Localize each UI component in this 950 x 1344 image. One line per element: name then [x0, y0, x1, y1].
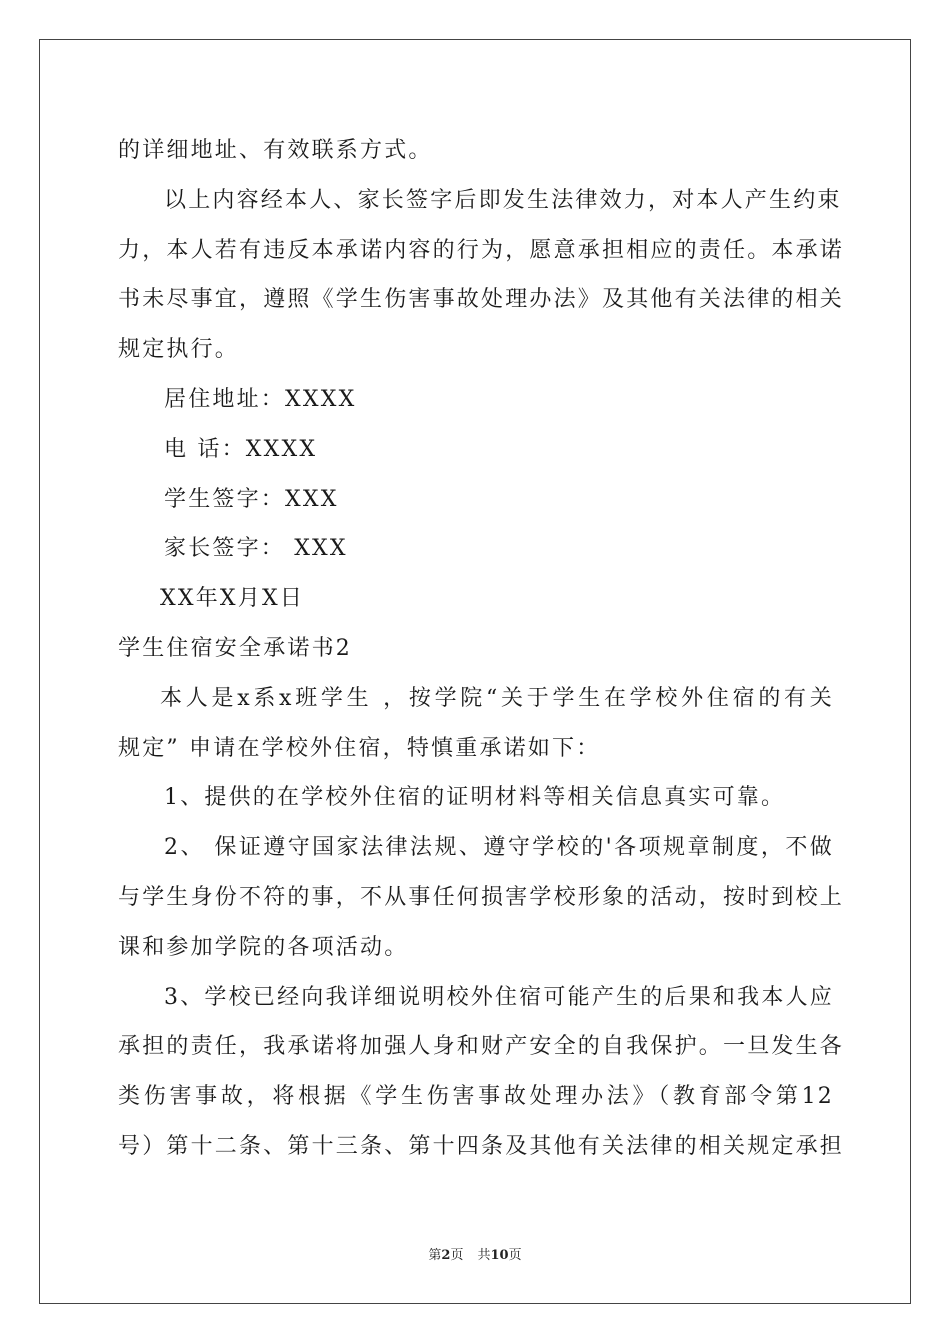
- document-body: [118, 126, 845, 1172]
- total-prefix: 共: [477, 1248, 491, 1263]
- page-suffix: 页: [450, 1248, 464, 1263]
- current-page-number: 2: [441, 1248, 451, 1263]
- section-heading: 学生住宿安全承诺书2: [118, 635, 352, 661]
- text-line: 号）第十二条、第十三条、第十四条及其他有关法律的相关规定承担: [118, 1133, 845, 1159]
- text-line: 与学生身份不符的事，不从事任何损害学校形象的活动，按时到校上: [118, 884, 845, 910]
- list-item: 3、学校已经向我详细说明校外住宿可能产生的后果和我本人应: [164, 984, 834, 1010]
- address-line: 居住地址：XXXX: [164, 386, 357, 412]
- text-line: 本人是x系x班学生 ，按学院“关于学生在学校外住宿的有关: [160, 685, 834, 711]
- text-line: 以上内容经本人、家长签字后即发生法律效力，对本人产生约束: [164, 187, 842, 213]
- parent-signature-line: 家长签字： XXX: [164, 536, 348, 562]
- list-item: 1、提供的在学校外住宿的证明材料等相关信息真实可靠。: [164, 785, 786, 811]
- total-page-number: 10: [490, 1248, 509, 1263]
- phone-line: 电 话：XXXX: [164, 436, 318, 462]
- text-line: 书未尽事宜，遵照《学生伤害事故处理办法》及其他有关法律的相关: [118, 287, 845, 313]
- date-line: XX年X月X日: [160, 586, 305, 612]
- text-line: 规定” 申请在学校外住宿，特慎重承诺如下：: [118, 735, 601, 761]
- total-suffix: 页: [508, 1248, 522, 1263]
- list-item: 2、 保证遵守国家法律法规、遵守学校的'各项规章制度，不做: [164, 835, 834, 861]
- text-line: 规定执行。: [118, 337, 240, 363]
- text-line: 类伤害事故，将根据《学生伤害事故处理办法》（教育部令第12: [118, 1084, 834, 1110]
- student-signature-line: 学生签字：XXX: [164, 486, 339, 512]
- text-line: 力，本人若有违反本承诺内容的行为，愿意承担相应的责任。本承诺: [118, 237, 845, 263]
- page-footer: [0, 1247, 950, 1265]
- page-prefix: 第: [428, 1248, 442, 1263]
- text-line: 课和参加学院的各项活动。: [118, 934, 409, 960]
- text-line: 的详细地址、有效联系方式。: [118, 138, 433, 163]
- text-line: 承担的责任，我承诺将加强人身和财产安全的自我保护。一旦发生各: [118, 1034, 845, 1060]
